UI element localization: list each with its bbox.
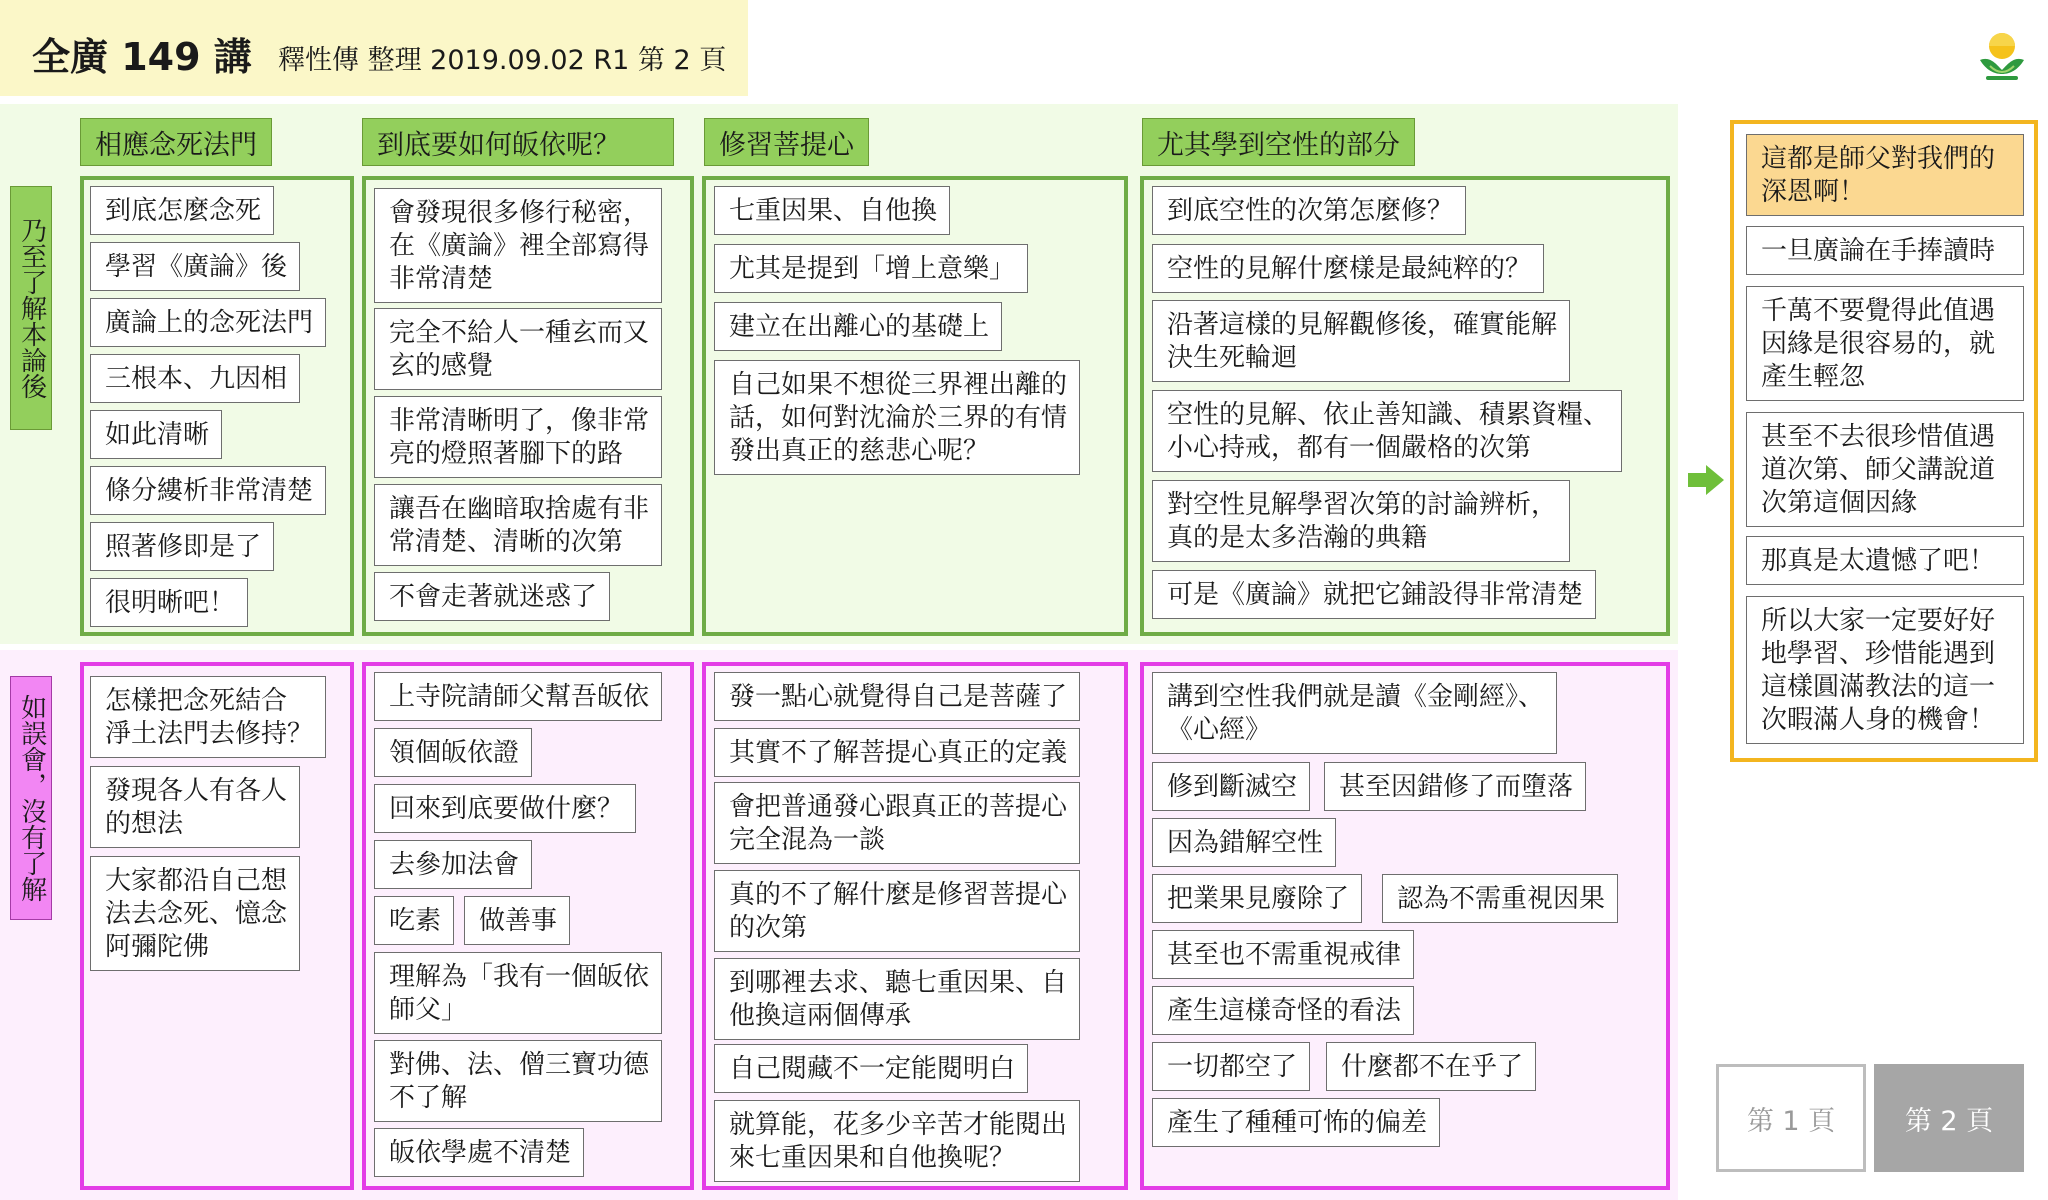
text-line: 小心持戒，都有一個嚴格的次第 [1167, 433, 1532, 463]
text-line: 真的是太多浩瀚的典籍 [1167, 523, 1428, 553]
list-item: 建立在出離心的基礎上 [714, 302, 1002, 351]
text-line: 會發現很多修行秘密， [389, 198, 650, 228]
text-line: 的想法 [105, 809, 184, 839]
list-item [1152, 300, 1570, 382]
list-item: 因為錯解空性 [1152, 818, 1336, 867]
text-line: 甚至不去很珍惜值遇 [1761, 422, 1996, 452]
list-item: 上寺院請師父幫吾皈依 [374, 672, 662, 721]
list-item: 可是《廣論》就把它鋪設得非常清楚 [1152, 570, 1596, 619]
text-line: 阿彌陀佛 [105, 932, 210, 962]
list-item [714, 782, 1080, 864]
list-item [1746, 412, 2024, 527]
list-item: 其實不了解菩提心真正的定義 [714, 728, 1080, 777]
list-item: 做善事 [464, 896, 570, 945]
text-line: 怎樣把念死結合 [105, 686, 288, 716]
list-item: 認為不需重視因果 [1382, 874, 1618, 923]
text-line: 對空性見解學習次第的討論辨析， [1167, 490, 1558, 520]
list-item [1152, 480, 1570, 562]
list-item: 自己閱藏不一定能閱明白 [714, 1044, 1028, 1093]
text-line: 真的不了解什麼是修習菩提心 [729, 880, 1068, 910]
text-line: 地學習、珍惜能遇到 [1761, 639, 1996, 669]
column-header-mindfulness-of-death: 相應念死法門 [80, 118, 272, 166]
text-line: 所以大家一定要好好 [1761, 606, 1996, 636]
text-line: 因緣是很容易的，就 [1761, 329, 1996, 359]
text-line: 這都是師父對我們的 [1761, 144, 1996, 174]
list-item: 產生這樣奇怪的看法 [1152, 986, 1414, 1035]
list-item: 學習《廣論》後 [90, 242, 300, 291]
text-line: 完全混為一談 [729, 825, 886, 855]
text-line: 理解為「我有一個皈依 [389, 962, 650, 992]
list-item: 不會走著就迷惑了 [374, 572, 610, 621]
list-item: 什麼都不在乎了 [1326, 1042, 1536, 1091]
text-line: 次暇滿人身的機會！ [1761, 705, 1996, 735]
list-item [714, 360, 1080, 475]
list-item [374, 1040, 662, 1122]
list-item: 皈依學處不清楚 [374, 1128, 584, 1177]
list-item [1152, 672, 1557, 754]
column-header-emptiness: 尤其學到空性的部分 [1142, 118, 1415, 166]
page-2-button[interactable]: 第 2 頁 [1874, 1064, 2024, 1172]
list-item: 把業果見廢除了 [1152, 874, 1362, 923]
text-line: 玄的感覺 [389, 351, 494, 381]
text-line: 讓吾在幽暗取捨處有非 [389, 494, 650, 524]
text-line: 不了解 [389, 1083, 468, 1113]
text-line: 在《廣論》裡全部寫得 [389, 231, 650, 261]
text-line: 次第這個因緣 [1761, 488, 1918, 518]
text-line: 大家都沿自己想 [105, 866, 288, 896]
list-item [374, 308, 662, 390]
text-line: 對佛、法、僧三寶功德 [389, 1050, 650, 1080]
list-item: 到底怎麼念死 [90, 186, 274, 235]
text-line: 完全不給人一種玄而又 [389, 318, 650, 348]
text-line: 就算能，花多少辛苦才能閱出 [729, 1110, 1068, 1140]
list-item [90, 766, 300, 848]
list-item [90, 676, 326, 758]
list-item [1746, 286, 2024, 401]
lotus-logo-icon [1972, 26, 2032, 82]
column-header-refuge: 到底要如何皈依呢？ [362, 118, 674, 166]
list-item [714, 958, 1080, 1040]
text-line: 話，如何對沈淪於三界的有情 [729, 403, 1068, 433]
list-item: 一切都空了 [1152, 1042, 1310, 1091]
text-line: 的次第 [729, 913, 808, 943]
text-line: 常清楚、清晰的次第 [389, 527, 624, 557]
list-item: 甚至也不需重視戒律 [1152, 930, 1414, 979]
list-item [374, 188, 662, 303]
text-line: 產生輕忽 [1761, 362, 1866, 392]
text-line: 來七重因果和自他換呢？ [729, 1143, 1016, 1173]
list-item: 如此清晰 [90, 410, 222, 459]
text-line: 自己如果不想從三界裡出離的 [729, 370, 1068, 400]
text-line: 淨土法門去修持？ [105, 719, 314, 749]
row-label-misunderstood: 如誤會，沒有了解 [10, 676, 52, 920]
list-item: 修到斷滅空 [1152, 762, 1310, 811]
list-item [714, 870, 1080, 952]
list-item [714, 1100, 1080, 1182]
text-line: 《心經》 [1167, 715, 1272, 745]
list-item: 吃素 [374, 896, 454, 945]
list-item: 去參加法會 [374, 840, 532, 889]
text-line: 非常清楚 [389, 264, 494, 294]
row-label-understood: 乃至了解本論後 [10, 186, 52, 430]
list-item: 領個皈依證 [374, 728, 532, 777]
list-item [374, 396, 662, 478]
text-line: 決生死輪迴 [1167, 343, 1298, 373]
list-item [1746, 596, 2024, 744]
list-item: 發一點心就覺得自己是菩薩了 [714, 672, 1080, 721]
text-line: 發出真正的慈悲心呢？ [729, 436, 990, 466]
text-line: 非常清晰明了，像非常 [389, 406, 650, 436]
text-line: 會把普通發心跟真正的菩提心 [729, 792, 1068, 822]
text-line: 法去念死、憶念 [105, 899, 288, 929]
column-header-bodhicitta: 修習菩提心 [704, 118, 869, 166]
text-line: 道次第、師父講說道 [1761, 455, 1996, 485]
text-line: 他換這兩個傳承 [729, 1001, 912, 1031]
list-item: 尤其是提到「增上意樂」 [714, 244, 1028, 293]
text-line: 講到空性我們就是讀《金剛經》、 [1167, 682, 1545, 712]
list-item: 很明晰吧！ [90, 578, 248, 627]
list-item: 產生了種種可怖的偏差 [1152, 1098, 1440, 1147]
list-item: 一旦廣論在手捧讀時 [1746, 226, 2024, 275]
list-item [374, 952, 662, 1034]
text-line: 深恩啊！ [1761, 177, 1866, 207]
list-item: 七重因果、自他換 [714, 186, 950, 235]
list-item: 空性的見解什麼樣是最純粹的？ [1152, 244, 1544, 293]
conclusion-heading [1746, 134, 2024, 216]
text-line: 亮的燈照著腳下的路 [389, 439, 624, 469]
page-subtitle: 釋性傳 整理 2019.09.02 R1 第 2 頁 [278, 45, 727, 76]
text-line: 發現各人有各人 [105, 776, 288, 806]
list-item: 到底空性的次第怎麼修？ [1152, 186, 1466, 235]
right-arrow-icon [1686, 464, 1726, 496]
text-line: 沿著這樣的見解觀修後，確實能解 [1167, 310, 1558, 340]
list-item [1152, 390, 1622, 472]
list-item: 條分縷析非常清楚 [90, 466, 326, 515]
list-item: 照著修即是了 [90, 522, 274, 571]
text-line: 到哪裡去求、聽七重因果、自 [729, 968, 1068, 998]
page-title: 全廣 149 講 [32, 35, 252, 79]
list-item: 廣論上的念死法門 [90, 298, 326, 347]
list-item [90, 856, 300, 971]
list-item [374, 484, 662, 566]
list-item: 甚至因錯修了而墮落 [1324, 762, 1586, 811]
page-1-button[interactable]: 第 1 頁 [1716, 1064, 1866, 1172]
text-line: 師父」 [389, 995, 468, 1025]
list-item: 回來到底要做什麼？ [374, 784, 636, 833]
text-line: 千萬不要覺得此值遇 [1761, 296, 1996, 326]
text-line: 空性的見解、依止善知識、積累資糧、 [1167, 400, 1610, 430]
text-line: 這樣圓滿教法的這一 [1761, 672, 1996, 702]
list-item: 那真是太遺憾了吧！ [1746, 536, 2024, 585]
list-item: 三根本、九因相 [90, 354, 300, 403]
